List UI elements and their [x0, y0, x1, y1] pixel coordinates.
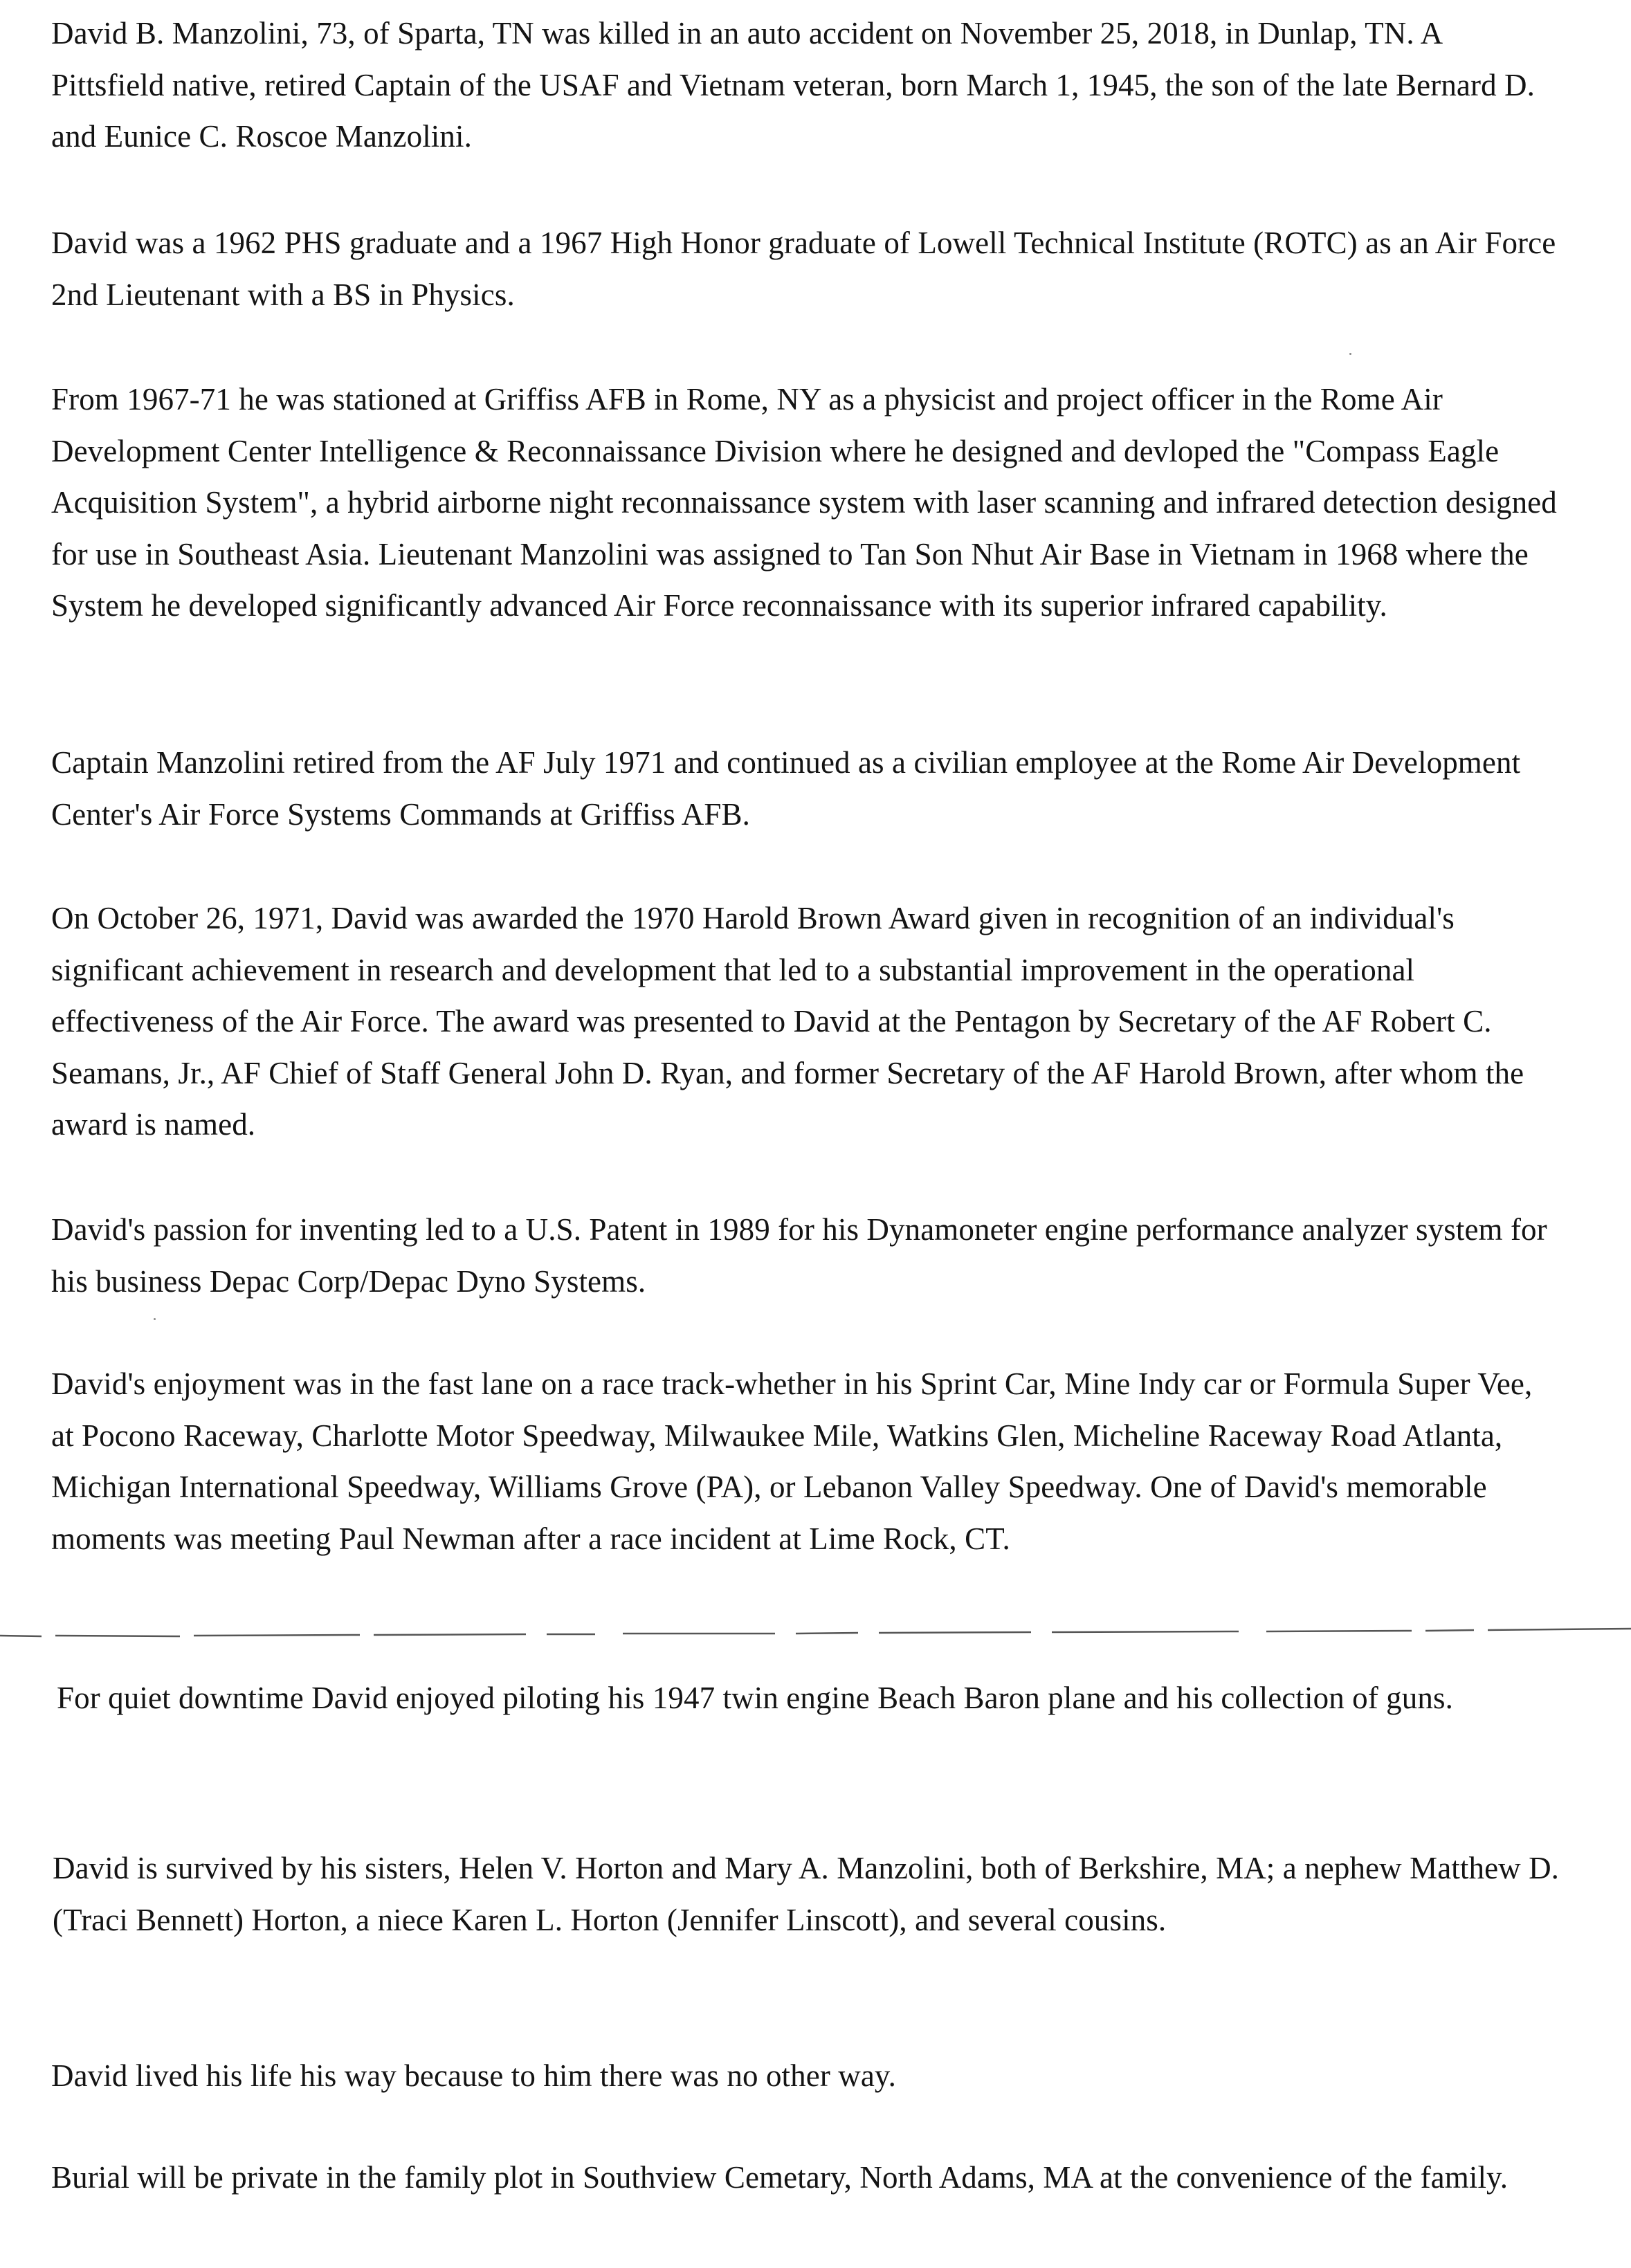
scan-speck	[1349, 353, 1351, 355]
paragraph-downtime: For quiet downtime David enjoyed piloting his 1947 twin engine Beach Baron plane and his collection of guns.	[57, 1681, 1453, 1715]
paragraph-griffiss-service: From 1967-71 he was stationed at Griffiss AFB in Rome, NY as a physicist and project officer in the Rome Air Development Center Intelligence & Reconnaissance Division where he designed and devloped the "Compass Eagle Acquisition System", a hybrid airborne night reconnaissance system with laser scanning and infrared detection designed for use in Southeast Asia. Lieutenant Manzolini was assigned to Tan Son Nhut Air Base in Vietnam in 1968 where the System he developed significantly advanced Air Force reconnaissance with its superior infrared capability.	[51, 382, 1557, 623]
scan-speck	[154, 1318, 156, 1320]
paragraph-harold-brown-award: On October 26, 1971, David was awarded the 1970 Harold Brown Award given in recognition of an individual's significant achievement in research and development that led to a substantial improvement in the operational effectiveness of the Air Force. The award was presented to David at the Pentagon by Secretary of the AF Robert C. Seamans, Jr., AF Chief of Staff General John D. Ryan, and former Secretary of the AF Harold Brown, after whom the award is named.	[51, 901, 1524, 1142]
paragraph-death-notice: David B. Manzolini, 73, of Sparta, TN was killed in an auto accident on November 25, 2018, in Dunlap, TN. A Pittsfield native, retired Captain of the USAF and Vietnam veteran, born March 1, 1945, the son of the late Bernard D. and Eunice C. Roscoe Manzolini.	[51, 16, 1535, 154]
paragraph-survivors: David is survived by his sisters, Helen V. Horton and Mary A. Manzolini, both of Berkshire, MA; a nephew Matthew D. (Traci Bennett) Horton, a niece Karen L. Horton (Jennifer Linscott), and several cousins.	[53, 1851, 1560, 1937]
paragraph-education: David was a 1962 PHS graduate and a 1967 High Honor graduate of Lowell Technical Institute (ROTC) as an Air Force 2nd Lieutenant with a BS in Physics.	[51, 226, 1556, 312]
paragraph-racing: David's enjoyment was in the fast lane on a race track-whether in his Sprint Car, Mine Indy car or Formula Super Vee, at Pocono Raceway, Charlotte Motor Speedway, Milwaukee Mile, Watkins Glen, Micheline Raceway Road Atlanta, Michigan International Speedway, Williams Grove (PA), or Lebanon Valley Speedway. One of David's memorable moments was meeting Paul Newman after a race incident at Lime Rock, CT.	[51, 1366, 1533, 1556]
paragraph-closing: David lived his life his way because to him there was no other way.	[51, 2058, 896, 2093]
paragraph-burial: Burial will be private in the family plot in Southview Cemetary, North Adams, MA at the convenience of the family.	[51, 2160, 1509, 2195]
scan-cut-line	[0, 1626, 1631, 1640]
paragraph-retirement: Captain Manzolini retired from the AF July 1971 and continued as a civilian employee at the Rome Air Development Center's Air Force Systems Commands at Griffiss AFB.	[51, 745, 1521, 832]
paragraph-patent: David's passion for inventing led to a U.S. Patent in 1989 for his Dynamoneter engine performance analyzer system for his business Depac Corp/Depac Dyno Systems.	[51, 1212, 1547, 1299]
